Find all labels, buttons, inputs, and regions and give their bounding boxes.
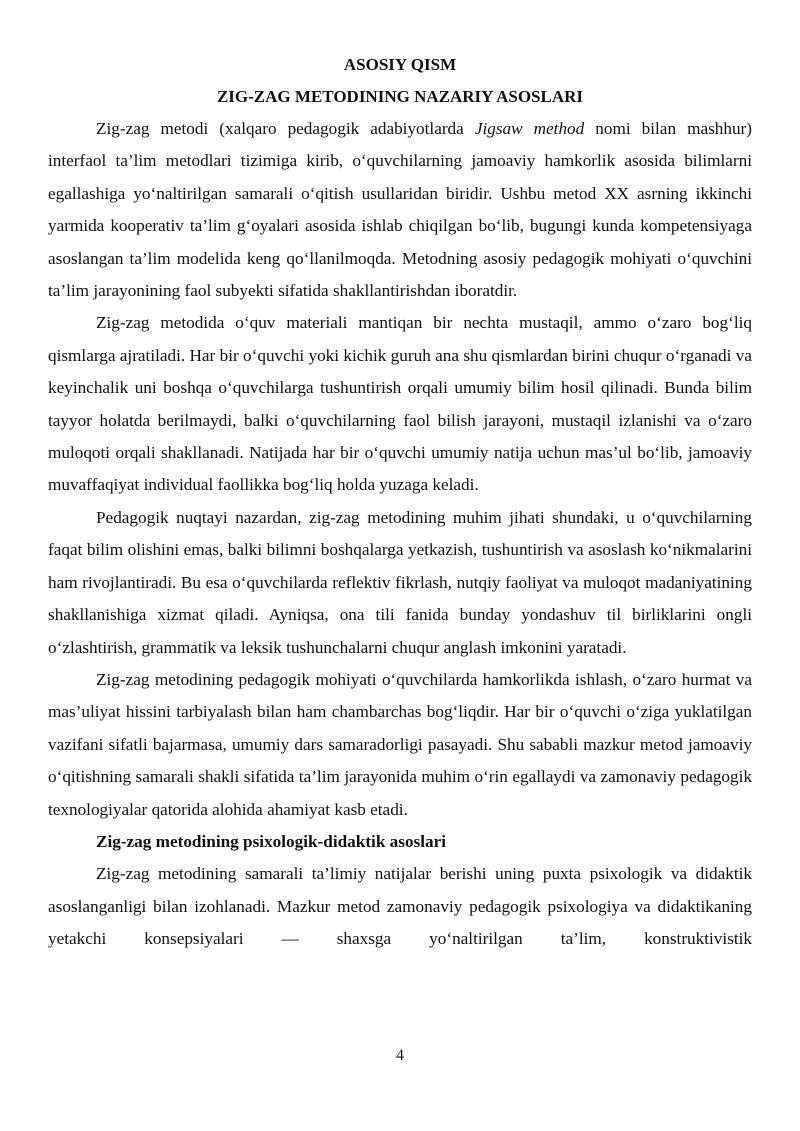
page-number: 4 <box>396 1047 404 1064</box>
paragraph-1-start: Zig-zag metodi (xalqaro pedagogik adabiyotlarda <box>96 119 475 138</box>
paragraph-2: Zig-zag metodida o‘quv materiali mantiqan bir nechta mustaqil, ammo o‘zaro bog‘liq qismlarga ajratiladi. Har bir o‘quvchi yoki kichik guruh ana shu qismlardan birini chuqur o‘rganadi va keyinchalik uni boshqa o‘quvchilarga tushuntirish orqali umumiy bilim hosil qilinadi. Bunda bilim tayyor holatda berilmaydi, balki o‘quvchilarning faol bilish jarayoni, mustaqil izlanishi va o‘zaro muloqoti orqali shakllanadi. Natijada har bir o‘quvchi umumiy natija uchun mas’ul bo‘lib, jamoaviy muvaffaqiyat individual faollikka bog‘liq holda yuzaga keladi. <box>48 313 752 495</box>
paragraph-3: Pedagogik nuqtayi nazardan, zig-zag metodining muhim jihati shundaki, u o‘quvchilarning faqat bilim olishini emas, balki bilimni boshqalarga yetkazish, tushuntirish va asoslash ko‘nikmalarini ham rivojlantiradi. Bu esa o‘quvchilarda reflektiv fikrlash, nutqiy faoliyat va muloqot madaniyatining shakllanishiga xizmat qiladi. Ayniqsa, ona tili fanida bunday yondashuv til birliklarini ongli o‘zlashtirish, grammatik va leksik tushunchalarni chuqur anglash imkonini yaratadi. <box>48 507 752 657</box>
paragraph-5: Zig-zag metodining samarali ta’limiy natijalar berishi uning puxta psixologik va didaktik asoslanganligi bilan izohlanadi. Mazkur metod zamonaviy pedagogik psixologiya va didaktikaning yetakchi konsepsiyalari — shaxsga yo‘naltirilgan ta’lim, konstruktivistik <box>48 864 752 949</box>
document-page <box>48 49 752 956</box>
chapter-title: ZIG-ZAG METODINING NAZARIY ASOSLARI <box>216 87 584 106</box>
paragraph-1 <box>48 113 752 307</box>
paragraph-1-italic-term: Jigsaw method <box>474 119 585 138</box>
section-title: ASOSIY QISM <box>343 55 457 74</box>
paragraph-4: Zig-zag metodining pedagogik mohiyati o‘quvchilarda hamkorlikda ishlash, o‘zaro hurmat va mas’uliyat hissini tarbiyalash bilan ham chambarchas bog‘liqdir. Har bir o‘quvchi o‘ziga yuklatilgan vazifani sifatli bajarmasa, umumiy dars samaradorligi pasayadi. Shu sababli mazkur metod jamoaviy o‘qitishning samarali shakli sifatida ta’lim jarayonida muhim o‘rin egallaydi va zamonaviy pedagogik texnologiyalar qatorida alohida ahamiyat kasb etadi. <box>48 669 752 819</box>
paragraph-1-end: nomi bilan mashhur) interfaol ta’lim metodlari tizimiga kirib, o‘quvchilarning jamoaviy hamkorlik asosida bilimlarni egallashiga yo‘naltirilgan samarali o‘qitish usullaridan biridir. Ushbu metod XX asrning ikkinchi yarmida kooperativ ta’lim g‘oyalari asosida ishlab chiqilgan bo‘lib, bugungi kunda kompetensiyaga asoslangan ta’lim modelida keng qo‘llanilmoqda. Metodning asosiy pedagogik mohiyati o‘quvchini ta’lim jarayonining faol subyekti sifatida shakllantirishdan iboratdir. <box>48 119 752 301</box>
subheading: Zig-zag metodining psixologik-didaktik asoslari <box>96 831 447 851</box>
